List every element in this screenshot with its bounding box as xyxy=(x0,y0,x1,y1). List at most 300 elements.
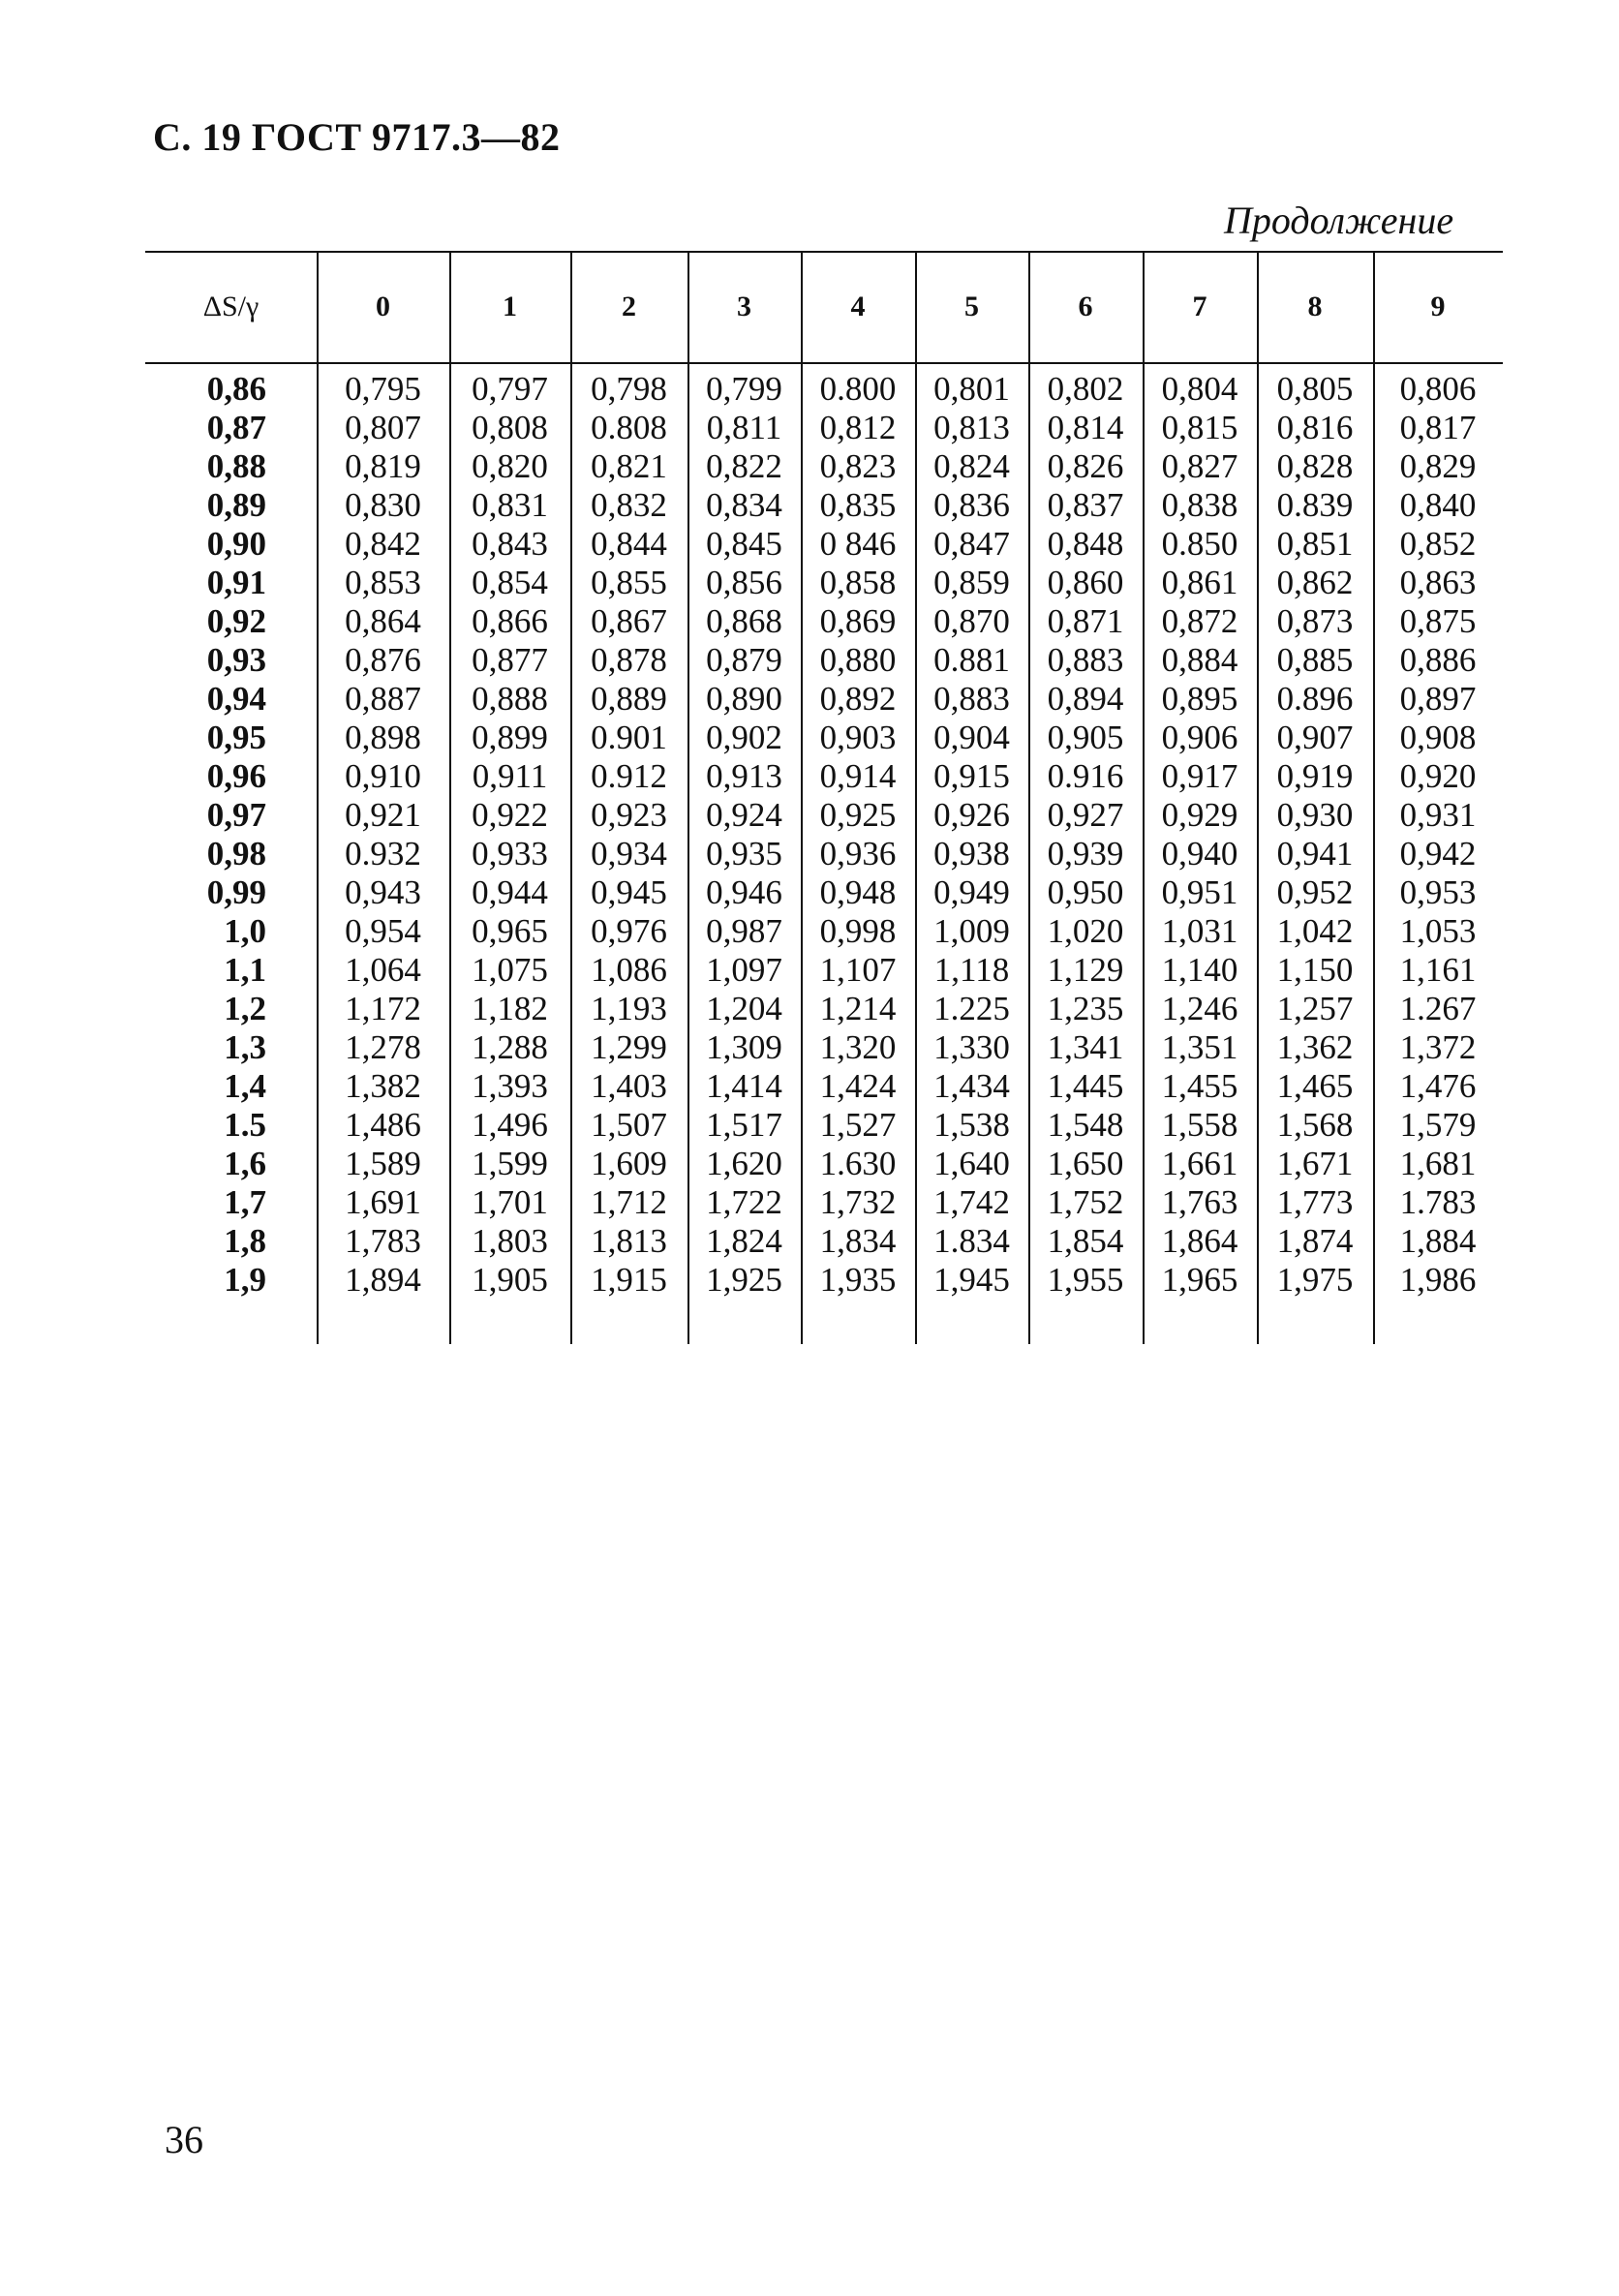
table-cell: 0,920 xyxy=(1399,757,1477,795)
table-cell: 0,816 xyxy=(1276,409,1354,446)
table-cell: 0,798 xyxy=(591,370,667,408)
table-cell: 1,351 xyxy=(1161,1028,1238,1066)
table-cell: 0,890 xyxy=(706,680,782,718)
table-cell: 1,558 xyxy=(1161,1106,1238,1144)
table-cell: 1,278 xyxy=(345,1028,421,1066)
column-header: 9 xyxy=(1430,290,1446,322)
row-key: 0,97 xyxy=(206,796,266,834)
table-cell: 1,214 xyxy=(819,990,897,1027)
table-row xyxy=(0,1067,1619,1106)
table-cell: 0,840 xyxy=(1399,486,1477,524)
table-cell: 0,815 xyxy=(1161,409,1238,446)
table-cell: 0,836 xyxy=(933,486,1010,524)
table-cell: 1,257 xyxy=(1276,990,1354,1027)
table-cell: 1,204 xyxy=(706,990,782,1027)
table-cell: 0,905 xyxy=(1047,719,1124,756)
page-header-title: С. 19 ГОСТ 9717.3—82 xyxy=(153,115,561,159)
table-cell: 0,885 xyxy=(1276,641,1354,679)
table-cell: 0,919 xyxy=(1276,757,1354,795)
row-key: 0,98 xyxy=(206,835,266,872)
table-cell: 1,925 xyxy=(706,1261,782,1299)
table-cell: 0,889 xyxy=(591,680,667,718)
table-cell: 0.932 xyxy=(345,835,421,872)
table-cell: 0,936 xyxy=(819,835,897,872)
table-cell: 0,854 xyxy=(472,564,548,601)
table-cell: 0,813 xyxy=(933,409,1010,446)
row-key: 1,0 xyxy=(224,912,266,950)
continuation-label: Продолжение xyxy=(1224,199,1454,242)
table-cell: 1,182 xyxy=(472,990,548,1027)
table-cell: 0,802 xyxy=(1047,370,1124,408)
table-cell: 1,894 xyxy=(345,1261,421,1299)
column-header: 6 xyxy=(1078,290,1093,322)
table-cell: 1,434 xyxy=(933,1067,1010,1105)
column-header: 4 xyxy=(850,290,866,322)
table-cell: 0,976 xyxy=(591,912,667,950)
table-cell: 0,862 xyxy=(1276,564,1354,601)
table-row xyxy=(0,641,1619,680)
row-key: 0,86 xyxy=(206,370,266,408)
table-cell: 0,863 xyxy=(1399,564,1477,601)
table-cell: 1,854 xyxy=(1047,1222,1124,1260)
table-row xyxy=(0,1028,1619,1067)
table-cell: 0,998 xyxy=(819,912,897,950)
table-cell: 0,938 xyxy=(933,835,1010,872)
table-cell: 0,873 xyxy=(1276,602,1354,640)
table-cell: 0,870 xyxy=(933,602,1010,640)
row-key: 0,87 xyxy=(206,409,266,446)
table-cell: 0.808 xyxy=(591,409,667,446)
row-key: 0,91 xyxy=(206,564,266,601)
table-cell: 0,930 xyxy=(1276,796,1354,834)
table-cell: 0,858 xyxy=(819,564,897,601)
table-cell: 0,804 xyxy=(1161,370,1238,408)
table-cell: 0,924 xyxy=(706,796,782,834)
table-cell: 1.225 xyxy=(933,990,1010,1027)
table-cell: 0,834 xyxy=(706,486,782,524)
table-cell: 0,827 xyxy=(1161,447,1238,485)
table-cell: 0,814 xyxy=(1047,409,1124,446)
table-cell: 1,140 xyxy=(1161,951,1238,989)
table-cell: 1,129 xyxy=(1047,951,1124,989)
table-cell: 0,871 xyxy=(1047,602,1124,640)
column-header: 3 xyxy=(737,290,751,322)
table-row xyxy=(0,835,1619,873)
column-header: 1 xyxy=(503,290,517,322)
table-cell: 0,861 xyxy=(1161,564,1238,601)
row-key: 0,99 xyxy=(206,873,266,911)
table-cell: 0,805 xyxy=(1276,370,1354,408)
table-cell: 0,817 xyxy=(1399,409,1477,446)
table-cell: 0.800 xyxy=(819,370,897,408)
table-cell: 0,939 xyxy=(1047,835,1124,872)
table-row xyxy=(0,1106,1619,1145)
table-cell: 1,320 xyxy=(819,1028,897,1066)
table-cell: 1,424 xyxy=(819,1067,897,1105)
table-cell: 1,075 xyxy=(472,951,548,989)
table-cell: 0,797 xyxy=(472,370,548,408)
table-row xyxy=(0,796,1619,835)
table-cell: 0,848 xyxy=(1047,525,1124,563)
table-cell: 0,842 xyxy=(345,525,421,563)
table-cell: 0,829 xyxy=(1399,447,1477,485)
table-cell: 0,880 xyxy=(819,641,897,679)
table-cell: 1,053 xyxy=(1399,912,1477,950)
table-header-rule xyxy=(145,362,1503,364)
column-header: 5 xyxy=(964,290,979,322)
table-cell: 0,895 xyxy=(1161,680,1238,718)
table-row xyxy=(0,1222,1619,1261)
table-cell: 1.834 xyxy=(933,1222,1010,1260)
table-cell: 0,859 xyxy=(933,564,1010,601)
table-cell: 1,935 xyxy=(819,1261,897,1299)
table-cell: 0,943 xyxy=(345,873,421,911)
row-key: 1,8 xyxy=(224,1222,266,1260)
table-cell: 1,884 xyxy=(1399,1222,1477,1260)
table-cell: 0.916 xyxy=(1047,757,1124,795)
table-cell: 1,681 xyxy=(1399,1145,1477,1182)
table-cell: 1,905 xyxy=(472,1261,548,1299)
table-cell: 1,975 xyxy=(1276,1261,1354,1299)
table-cell: 1,986 xyxy=(1399,1261,1477,1299)
table-row xyxy=(0,564,1619,602)
table-cell: 0,828 xyxy=(1276,447,1354,485)
table-cell: 0,949 xyxy=(933,873,1010,911)
table-cell: 1,118 xyxy=(933,951,1010,989)
table-cell: 0,935 xyxy=(706,835,782,872)
table-cell: 0 846 xyxy=(819,525,897,563)
table-cell: 1,965 xyxy=(1161,1261,1238,1299)
table-cell: 1,773 xyxy=(1276,1183,1354,1221)
table-cell: 0,823 xyxy=(819,447,897,485)
table-cell: 0,908 xyxy=(1399,719,1477,756)
table-cell: 1,579 xyxy=(1399,1106,1477,1144)
table-cell: 0.850 xyxy=(1161,525,1238,563)
table-cell: 0,946 xyxy=(706,873,782,911)
table-cell: 1,874 xyxy=(1276,1222,1354,1260)
table-cell: 0,904 xyxy=(933,719,1010,756)
table-cell: 0,929 xyxy=(1161,796,1238,834)
row-key: 1,3 xyxy=(224,1028,266,1066)
table-cell: 1,732 xyxy=(819,1183,897,1221)
table-cell: 1,813 xyxy=(591,1222,667,1260)
table-cell: 0,903 xyxy=(819,719,897,756)
table-cell: 0,921 xyxy=(345,796,421,834)
table-row xyxy=(0,409,1619,447)
table-cell: 0,832 xyxy=(591,486,667,524)
table-cell: 0,897 xyxy=(1399,680,1477,718)
table-cell: 1,742 xyxy=(933,1183,1010,1221)
table-row xyxy=(0,719,1619,757)
table-cell: 1,864 xyxy=(1161,1222,1238,1260)
table-cell: 0,864 xyxy=(345,602,421,640)
table-cell: 0,887 xyxy=(345,680,421,718)
table-cell: 1.267 xyxy=(1399,990,1477,1027)
table-cell: 1,309 xyxy=(706,1028,782,1066)
table-cell: 1,086 xyxy=(591,951,667,989)
table-cell: 0,838 xyxy=(1161,486,1238,524)
row-key: 0,95 xyxy=(206,719,266,756)
table-cell: 0,950 xyxy=(1047,873,1124,911)
table-row xyxy=(0,757,1619,796)
table-cell: 1,548 xyxy=(1047,1106,1124,1144)
table-cell: 1,671 xyxy=(1276,1145,1354,1182)
table-cell: 1,640 xyxy=(933,1145,1010,1182)
table-row xyxy=(0,602,1619,641)
row-key: 1,4 xyxy=(224,1067,266,1105)
table-cell: 1,763 xyxy=(1161,1183,1238,1221)
table-cell: 1,589 xyxy=(345,1145,421,1182)
table-cell: 0,926 xyxy=(933,796,1010,834)
column-header: 2 xyxy=(622,290,636,322)
table-cell: 0,925 xyxy=(819,796,897,834)
table-cell: 1,803 xyxy=(472,1222,548,1260)
table-cell: 0,822 xyxy=(706,447,782,485)
table-cell: 0,845 xyxy=(706,525,782,563)
table-row xyxy=(0,486,1619,525)
table-cell: 1,393 xyxy=(472,1067,548,1105)
table-cell: 1,824 xyxy=(706,1222,782,1260)
table-cell: 1,945 xyxy=(933,1261,1010,1299)
table-cell: 1,161 xyxy=(1399,951,1477,989)
table-row xyxy=(0,447,1619,486)
table-cell: 0,953 xyxy=(1399,873,1477,911)
table-cell: 0,987 xyxy=(706,912,782,950)
table-cell: 0,851 xyxy=(1276,525,1354,563)
row-key: 0,90 xyxy=(206,525,266,563)
table-cell: 0,811 xyxy=(706,409,782,446)
table-cell: 1,414 xyxy=(706,1067,782,1105)
table-cell: 0,894 xyxy=(1047,680,1124,718)
row-key: 0,88 xyxy=(206,447,266,485)
table-cell: 1,620 xyxy=(706,1145,782,1182)
table-row xyxy=(0,1261,1619,1300)
table-cell: 0,907 xyxy=(1276,719,1354,756)
table-cell: 0,899 xyxy=(472,719,548,756)
table-cell: 0,847 xyxy=(933,525,1010,563)
table-cell: 0.839 xyxy=(1276,486,1354,524)
table-row xyxy=(0,680,1619,719)
table-cell: 1,722 xyxy=(706,1183,782,1221)
table-cell: 1,403 xyxy=(591,1067,667,1105)
table-cell: 0,883 xyxy=(1047,641,1124,679)
table-cell: 1,330 xyxy=(933,1028,1010,1066)
table-cell: 0,799 xyxy=(706,370,782,408)
table-cell: 0,910 xyxy=(345,757,421,795)
table-row xyxy=(0,370,1619,409)
table-row xyxy=(0,873,1619,912)
table-cell: 0,911 xyxy=(472,757,548,795)
table-cell: 1,042 xyxy=(1276,912,1354,950)
table-cell: 0,917 xyxy=(1161,757,1238,795)
table-row xyxy=(0,912,1619,951)
table-cell: 1,538 xyxy=(933,1106,1010,1144)
table-cell: 1,382 xyxy=(345,1067,421,1105)
table-cell: 1,517 xyxy=(706,1106,782,1144)
table-cell: 1,609 xyxy=(591,1145,667,1182)
table-cell: 0,855 xyxy=(591,564,667,601)
row-key: 1,6 xyxy=(224,1145,266,1182)
table-cell: 1,834 xyxy=(819,1222,897,1260)
table-cell: 1,362 xyxy=(1276,1028,1354,1066)
table-cell: 0,868 xyxy=(706,602,782,640)
column-header: 8 xyxy=(1307,290,1323,322)
table-cell: 0,801 xyxy=(933,370,1010,408)
table-cell: 0,951 xyxy=(1161,873,1238,911)
table-cell: 0,940 xyxy=(1161,835,1238,872)
table-cell: 1,150 xyxy=(1276,951,1354,989)
table-cell: 1,288 xyxy=(472,1028,548,1066)
row-key: 1,9 xyxy=(224,1261,266,1299)
table-cell: 0,876 xyxy=(345,641,421,679)
table-cell: 1.630 xyxy=(819,1145,897,1182)
table-cell: 0,831 xyxy=(472,486,548,524)
table-cell: 0,883 xyxy=(933,680,1010,718)
table-cell: 0,923 xyxy=(591,796,667,834)
row-key: 0,92 xyxy=(206,602,266,640)
table-cell: 1,599 xyxy=(472,1145,548,1182)
table-cell: 0,856 xyxy=(706,564,782,601)
table-cell: 0,866 xyxy=(472,602,548,640)
table-cell: 1,650 xyxy=(1047,1145,1124,1182)
table-cell: 1,020 xyxy=(1047,912,1124,950)
table-cell: 1,445 xyxy=(1047,1067,1124,1105)
table-row xyxy=(0,951,1619,990)
table-cell: 0,812 xyxy=(819,409,897,446)
row-key: 1.5 xyxy=(224,1106,266,1144)
table-cell: 1,455 xyxy=(1161,1067,1238,1105)
table-cell: 0,875 xyxy=(1399,602,1477,640)
table-cell: 0,884 xyxy=(1161,641,1238,679)
table-cell: 1,246 xyxy=(1161,990,1238,1027)
table-cell: 0,888 xyxy=(472,680,548,718)
table-cell: 0,931 xyxy=(1399,796,1477,834)
table-cell: 0,808 xyxy=(472,409,548,446)
table-cell: 1,299 xyxy=(591,1028,667,1066)
table-cell: 1,372 xyxy=(1399,1028,1477,1066)
table-cell: 0,819 xyxy=(345,447,421,485)
table-cell: 0,860 xyxy=(1047,564,1124,601)
table-cell: 0.881 xyxy=(933,641,1010,679)
row-key: 0,93 xyxy=(206,641,266,679)
table-row xyxy=(0,525,1619,564)
table-cell: 1,009 xyxy=(933,912,1010,950)
table-cell: 0,853 xyxy=(345,564,421,601)
row-key: 1,7 xyxy=(224,1183,266,1221)
table-cell: 0,869 xyxy=(819,602,897,640)
table-cell: 0,952 xyxy=(1276,873,1354,911)
table-cell: 0,927 xyxy=(1047,796,1124,834)
table-cell: 1,341 xyxy=(1047,1028,1124,1066)
table-cell: 0,824 xyxy=(933,447,1010,485)
table-cell: 0,837 xyxy=(1047,486,1124,524)
table-cell: 1,097 xyxy=(706,951,782,989)
row-key: 0,94 xyxy=(206,680,266,718)
table-cell: 1,955 xyxy=(1047,1261,1124,1299)
table-cell: 1,476 xyxy=(1399,1067,1477,1105)
row-key: 0,96 xyxy=(206,757,266,795)
row-key: 1,2 xyxy=(224,990,266,1027)
table-cell: 0,844 xyxy=(591,525,667,563)
table-cell: 1,661 xyxy=(1161,1145,1238,1182)
table-cell: 1,752 xyxy=(1047,1183,1124,1221)
table-cell: 1,031 xyxy=(1161,912,1238,950)
table-cell: 1,691 xyxy=(345,1183,421,1221)
table-cell: 0,879 xyxy=(706,641,782,679)
table-cell: 0,902 xyxy=(706,719,782,756)
table-cell: 0,942 xyxy=(1399,835,1477,872)
table-cell: 0,795 xyxy=(345,370,421,408)
table-cell: 1,783 xyxy=(345,1222,421,1260)
table-cell: 1,712 xyxy=(591,1183,667,1221)
table-cell: 1,527 xyxy=(819,1106,897,1144)
table-cell: 1,486 xyxy=(345,1106,421,1144)
table-cell: 0.912 xyxy=(591,757,667,795)
table-cell: 0,807 xyxy=(345,409,421,446)
table-cell: 1,701 xyxy=(472,1183,548,1221)
table-cell: 0,913 xyxy=(706,757,782,795)
table-row xyxy=(0,990,1619,1028)
table-cell: 0,830 xyxy=(345,486,421,524)
table-cell: 0,878 xyxy=(591,641,667,679)
row-key: 1,1 xyxy=(224,951,266,989)
table-cell: 0.901 xyxy=(591,719,667,756)
table-cell: 0,852 xyxy=(1399,525,1477,563)
table-cell: 1,465 xyxy=(1276,1067,1354,1105)
table-cell: 0,820 xyxy=(472,447,548,485)
column-header: 0 xyxy=(376,290,390,322)
table-cell: 0,898 xyxy=(345,719,421,756)
table-cell: 0,945 xyxy=(591,873,667,911)
table-cell: 0,892 xyxy=(819,680,897,718)
table-cell: 1,172 xyxy=(345,990,421,1027)
table-cell: 0,826 xyxy=(1047,447,1124,485)
row-label-header: ΔS/γ xyxy=(202,290,260,322)
table-cell: 0,934 xyxy=(591,835,667,872)
table-row xyxy=(0,1145,1619,1183)
table-cell: 1,496 xyxy=(472,1106,548,1144)
table-cell: 0,877 xyxy=(472,641,548,679)
table-cell: 0,835 xyxy=(819,486,897,524)
table-cell: 0,821 xyxy=(591,447,667,485)
table-cell: 0,886 xyxy=(1399,641,1477,679)
table-cell: 0,806 xyxy=(1399,370,1477,408)
table-cell: 1,107 xyxy=(819,951,897,989)
table-cell: 0,941 xyxy=(1276,835,1354,872)
table-cell: 1,915 xyxy=(591,1261,667,1299)
table-row xyxy=(0,1183,1619,1222)
table-cell: 1,064 xyxy=(345,951,421,989)
table-cell: 0,954 xyxy=(345,912,421,950)
table-cell: 1,235 xyxy=(1047,990,1124,1027)
table-cell: 0,915 xyxy=(933,757,1010,795)
table-cell: 1,568 xyxy=(1276,1106,1354,1144)
table-cell: 1,193 xyxy=(591,990,667,1027)
table-cell: 0,867 xyxy=(591,602,667,640)
table-cell: 0,944 xyxy=(472,873,548,911)
table-cell: 1.783 xyxy=(1399,1183,1477,1221)
table-cell: 1,507 xyxy=(591,1106,667,1144)
table-cell: 0,933 xyxy=(472,835,548,872)
table-cell: 0,965 xyxy=(472,912,548,950)
table-cell: 0,906 xyxy=(1161,719,1238,756)
table-cell: 0,922 xyxy=(472,796,548,834)
table-cell: 0,843 xyxy=(472,525,548,563)
table-cell: 0,872 xyxy=(1161,602,1238,640)
page-number: 36 xyxy=(165,2118,203,2161)
table-cell: 0.896 xyxy=(1276,680,1354,718)
row-key: 0,89 xyxy=(206,486,266,524)
